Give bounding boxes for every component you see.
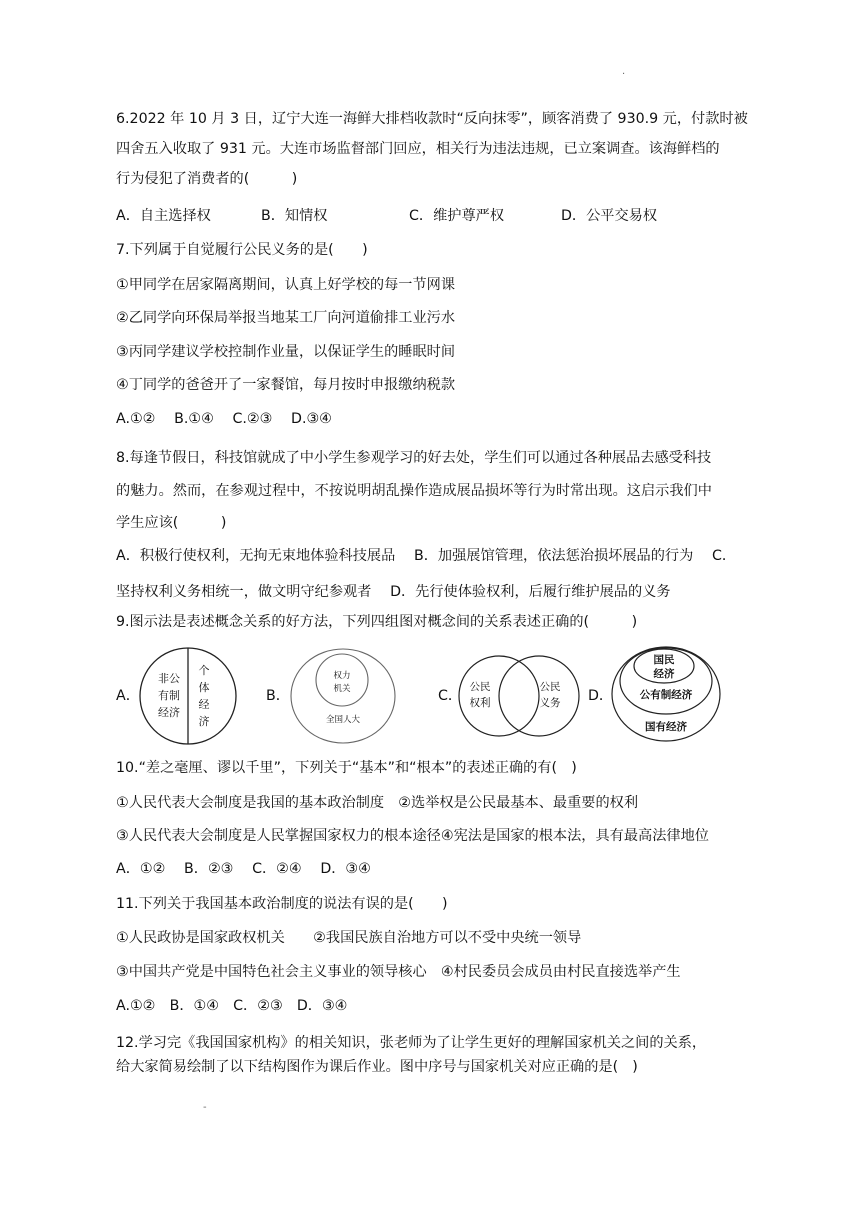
page-mark-bottom: - xyxy=(203,1102,207,1113)
q9-option-b-label[interactable]: B． xyxy=(266,688,290,704)
figure-d-inner-2: 经济 xyxy=(653,668,675,680)
q8-line-1: 8.每逢节假日，科技馆就成了中小学生参观学习的好去处，学生们可以通过各种展品去感受科技 xyxy=(116,450,712,466)
q11-line-2: ③中国共产党是中国特色社会主义事业的领导核心 ④村民委员会成员由村民直接选举产生 xyxy=(116,964,681,980)
q8-options-line-2[interactable]: 坚持权利义务相统一，做文明守纪参观者 D．先行使体验权利，后履行维护展品的义务 xyxy=(116,584,671,600)
figure-d-middle: 公有制经济 xyxy=(639,689,693,701)
figure-a-right-4: 济 xyxy=(198,715,210,728)
q8-line-3: 学生应该( ) xyxy=(116,515,227,531)
figure-c-right-1: 公民 xyxy=(539,681,561,693)
figure-a-right-1: 个 xyxy=(198,664,210,677)
figure-c-right-2: 义务 xyxy=(539,697,561,709)
q6-option-d[interactable]: D．公平交易权 xyxy=(561,208,658,224)
q9-figure-a[interactable] xyxy=(136,646,240,746)
q9-figure-c[interactable] xyxy=(455,646,583,746)
q9-option-c-label[interactable]: C． xyxy=(438,688,463,704)
figure-b-inner-2: 机关 xyxy=(333,684,351,694)
q7-item-1: ①甲同学在居家隔离期间，认真上好学校的每一节网课 xyxy=(116,277,456,293)
q7-options[interactable]: A.①② B.①④ C.②③ D.③④ xyxy=(116,411,332,427)
q9-option-d-label[interactable]: D． xyxy=(588,688,614,704)
page-mark-top: . xyxy=(622,66,626,77)
q7-item-3: ③丙同学建议学校控制作业量，以保证学生的睡眠时间 xyxy=(116,344,456,360)
figure-a-left-3: 经济 xyxy=(158,706,180,719)
q9-figure-b[interactable] xyxy=(288,646,398,746)
q10-line-2: ③人民代表大会制度是人民掌握国家权力的根本途径④宪法是国家的根本法，具有最高法律地位 xyxy=(116,828,709,844)
q12-line-1: 12.学习完《我国国家机构》的相关知识，张老师为了让学生更好的理解国家机关之间的关系， xyxy=(116,1035,707,1051)
figure-b-inner-1: 权力 xyxy=(333,671,351,681)
figure-a-left-2: 有制 xyxy=(158,689,180,702)
q11-line-1: ①人民政协是国家政权机关 ②我国民族自治地方可以不受中央统一领导 xyxy=(116,930,582,946)
figure-a-left-1: 非公 xyxy=(158,672,180,685)
q9-option-a-label[interactable]: A． xyxy=(116,688,140,704)
figure-d-inner-1: 国民 xyxy=(653,654,675,666)
q10-line-1: ①人民代表大会制度是我国的基本政治制度 ②选举权是公民最基本、最重要的权利 xyxy=(116,795,639,811)
q11-stem: 11.下列关于我国基本政治制度的说法有误的是( ) xyxy=(116,896,448,912)
figure-a-right-3: 经 xyxy=(198,698,210,711)
figure-c-left-1: 公民 xyxy=(469,681,491,693)
q6-options xyxy=(116,206,657,226)
figure-b-outer-circle xyxy=(291,649,395,743)
figure-d-outer: 国有经济 xyxy=(645,721,687,733)
q8-line-2: 的魅力。然而，在参观过程中，不按说明胡乱操作造成展品损坏等行为时常出现。这启示我们中 xyxy=(116,483,712,499)
q11-options[interactable]: A.①② B．①④ C．②③ D．③④ xyxy=(116,998,348,1014)
q6-option-a[interactable]: A．自主选择权 xyxy=(116,208,211,224)
q6-line-2: 四舍五入收取了 931 元。大连市场监督部门回应，相关行为违法违规，已立案调查。该海鲜档的 xyxy=(116,141,720,157)
figure-a-right-2: 体 xyxy=(198,681,210,694)
q6-option-c[interactable]: C．维护尊严权 xyxy=(409,208,505,224)
q10-stem: 10.“差之毫厘、谬以千里”，下列关于“基本”和“根本”的表述正确的有( ) xyxy=(116,760,577,776)
q10-options[interactable]: A．①② B．②③ C．②④ D．③④ xyxy=(116,861,371,877)
q8-options-line-1[interactable]: A．积极行使权利，无拘无束地体验科技展品 B．加强展馆管理，依法惩治损坏展品的行为 C． xyxy=(116,548,737,564)
figure-b-outer: 全国人大 xyxy=(325,715,361,725)
q6-option-b[interactable]: B．知情权 xyxy=(261,208,328,224)
q6-line-1: 6.2022 年 10 月 3 日，辽宁大连一海鲜大排档收款时“反向抹零”，顾客消费了 930.9 元，付款时被 xyxy=(116,111,748,127)
q7-item-2: ②乙同学向环保局举报当地某工厂向河道偷排工业污水 xyxy=(116,310,456,326)
q9-figure-d[interactable] xyxy=(608,644,724,744)
q7-stem: 7.下列属于自觉履行公民义务的是( ) xyxy=(116,242,368,258)
q6-line-3: 行为侵犯了消费者的( ) xyxy=(116,171,298,187)
q9-stem: 9.图示法是表述概念关系的好方法，下列四组图对概念间的关系表述正确的( ) xyxy=(116,614,638,630)
q12-line-2: 给大家简易绘制了以下结构图作为课后作业。图中序号与国家机关对应正确的是( ) xyxy=(116,1059,638,1075)
q7-item-4: ④丁同学的爸爸开了一家餐馆，每月按时申报缴纳税款 xyxy=(116,377,456,393)
figure-c-left-2: 权利 xyxy=(469,697,491,709)
